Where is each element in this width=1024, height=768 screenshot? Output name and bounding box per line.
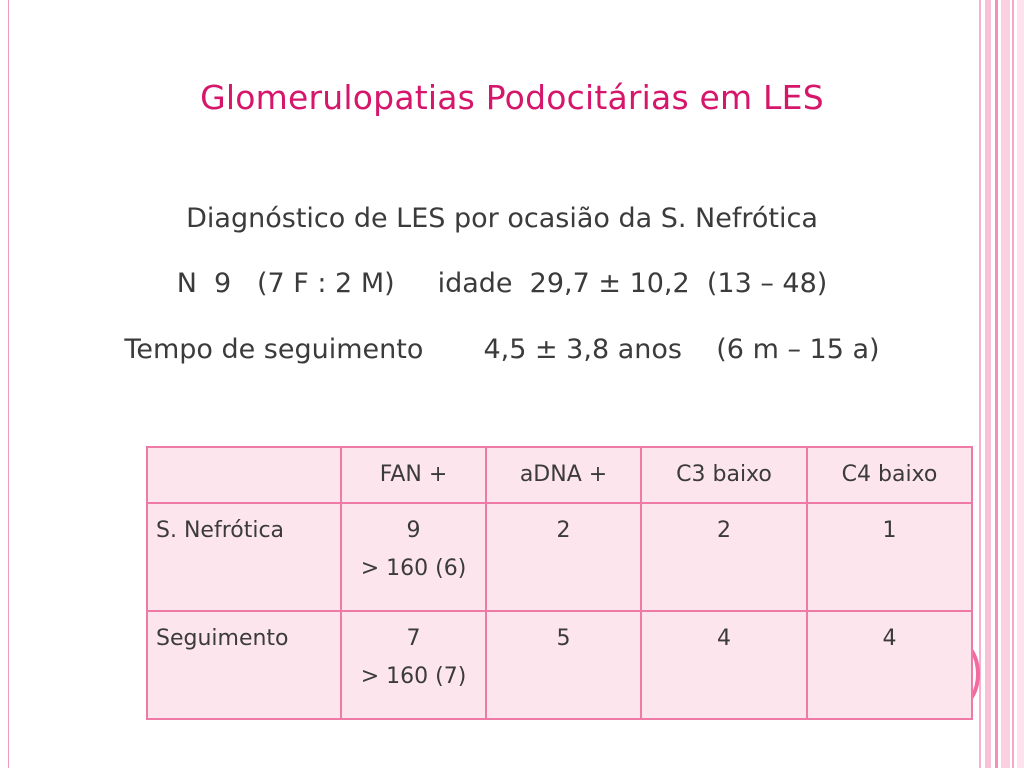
header-cell-fan: FAN + [341,447,486,503]
table-header-row [147,447,972,503]
cell-c4: 1 [807,503,972,611]
serology-table [146,446,973,720]
header-cell-c4: C4 baixo [807,447,972,503]
cell-fan-detail: > 160 (7) [360,664,467,689]
cell-fan-value: 7 [406,626,421,651]
header-cell-c3: C3 baixo [641,447,807,503]
diagnosis-line: Diagnóstico de LES por ocasião da S. Nefrótica [186,203,818,234]
table-row [147,503,972,611]
cell-adna: 5 [486,611,641,719]
cell-adna: 2 [486,503,641,611]
cell-fan [341,503,486,611]
cell-fan-value: 9 [406,518,421,543]
cell-fan [341,611,486,719]
header-cell-adna: aDNA + [486,447,641,503]
row-label: Seguimento [147,611,341,719]
cell-c3: 2 [641,503,807,611]
table-row [147,611,972,719]
patients-line: N 9 (7 F : 2 M) idade 29,7 ± 10,2 (13 – 48) [176,268,828,299]
cell-c4: 4 [807,611,972,719]
header-cell-empty [147,447,341,503]
slide-title: Glomerulopatias Podocitárias em LES [200,78,824,117]
cell-fan-detail: > 160 (6) [360,556,467,581]
followup-line: Tempo de seguimento 4,5 ± 3,8 anos (6 m – 15 a) [124,334,880,365]
row-label: S. Nefrótica [147,503,341,611]
cell-c3: 4 [641,611,807,719]
